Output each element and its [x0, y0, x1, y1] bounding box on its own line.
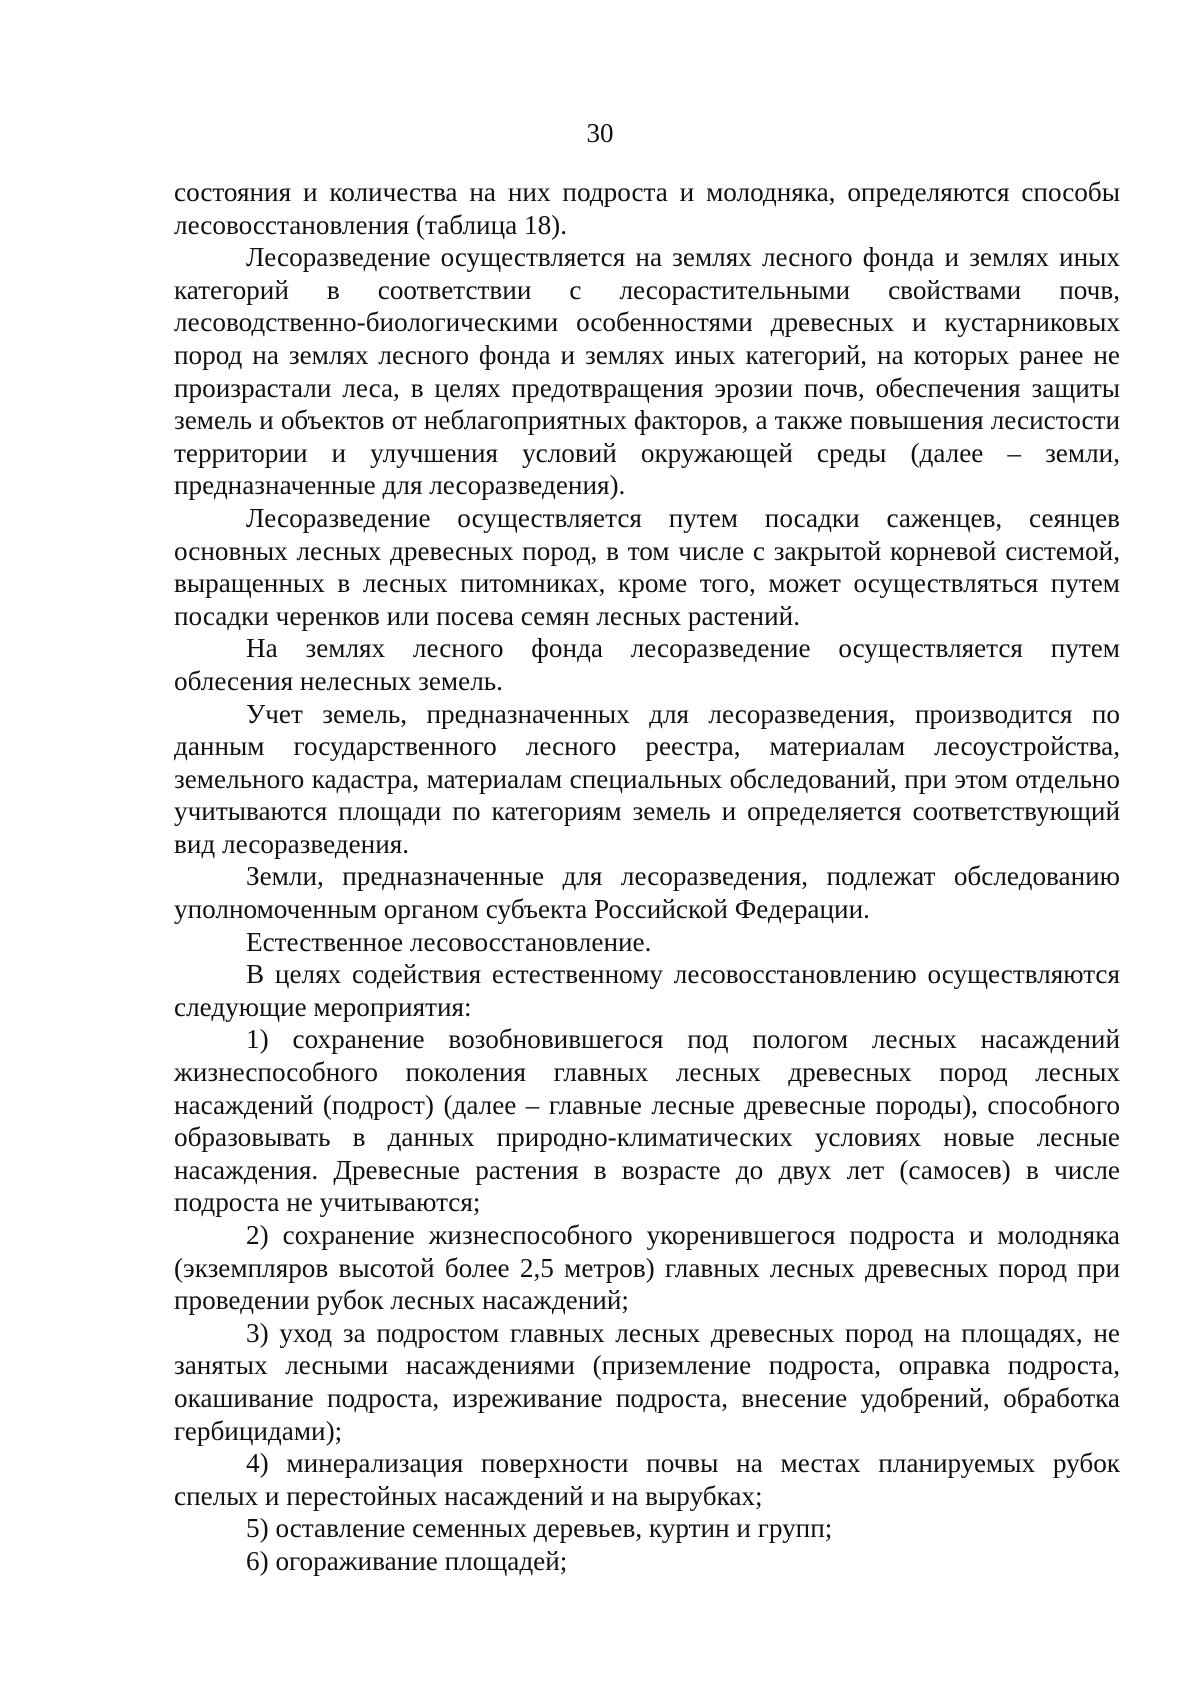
- document-body: [174, 176, 1120, 1578]
- paragraph-forest-fund-lands: На землях лесного фонда лесоразведение осуществляется путем облесения нелесных земель.: [174, 633, 1120, 696]
- list-item: 6) огораживание площадей;: [246, 1545, 568, 1576]
- paragraph-measures-intro: В целях содействия естественному лесовосстановлению осуществляются следующие мероприятия:: [174, 959, 1120, 1022]
- page-number: 30: [586, 118, 614, 148]
- paragraph-land-survey: Земли, предназначенные для лесоразведения, подлежат обследованию уполномоченным органом субъекта Российской Федерации.: [174, 861, 1120, 925]
- list-item: 1) сохранение возобновившегося под пологом лесных насаждений жизнеспособного поколения главных лесных древесных пород лесных насаждений (подрост) (далее – главные лесные древесные породы), способного образовывать в данных природно-климатических условиях новые лесные насаждения. Древесные растения в возрасте до двух лет (самосев) в числе подроста не учитываются;: [174, 1024, 1120, 1218]
- paragraph-land-accounting: Учет земель, предназначенных для лесоразведения, производится по данным государственного лесного реестра, материалам лесоустройства, земельного кадастра, материалам специальных обследований, при этом отдельно учитываются площади по категориям земель и определяется соответствующий вид лесоразведения.: [174, 698, 1120, 859]
- paragraph-afforestation-methods: Лесоразведение осуществляется путем посадки саженцев, сеянцев основных лесных древесных пород, в том числе с закрытой корневой системой, выращенных в лесных питомниках, кроме того, может осуществляться путем посадки черенков или посева семян лесных растений.: [174, 502, 1120, 631]
- paragraph-continuation: состояния и количества на них подроста и молодняка, определяются способы лесовосстановления (таблица 18).: [174, 177, 1120, 240]
- paragraph-natural-regeneration-heading: Естественное лесовосстановление.: [246, 926, 652, 957]
- paragraph-afforestation-definition: Лесоразведение осуществляется на землях лесного фонда и землях иных категорий в соответствии с лесорастительными свойствами почв, лесоводственно-биологическими особенностями древесных и кустарниковых пород на землях лесного фонда и землях иных категорий, на которых ранее не произрастали леса, в целях предотвращения эрозии почв, обеспечения защиты земель и объектов от неблагоприятных факторов, а также повышения лесистости территории и улучшения условий окружающей среды (далее – земли, предназначенные для лесоразведения).: [174, 242, 1120, 501]
- list-item: 3) уход за подростом главных лесных древесных пород на площадях, не занятых лесными насаждениями (приземление подроста, оправка подроста, окашивание подроста, изреживание подроста, внесение удобрений, обработка гербицидами);: [174, 1317, 1120, 1446]
- list-item: 4) минерализация поверхности почвы на местах планируемых рубок спелых и перестойных насаждений и на вырубках;: [174, 1448, 1120, 1511]
- list-item: 2) сохранение жизнеспособного укоренившегося подроста и молодняка (экземпляров высотой более 2,5 метров) главных лесных древесных пород при проведении рубок лесных насаждений;: [174, 1220, 1120, 1316]
- list-item: 5) оставление семенных деревьев, куртин и групп;: [246, 1513, 833, 1544]
